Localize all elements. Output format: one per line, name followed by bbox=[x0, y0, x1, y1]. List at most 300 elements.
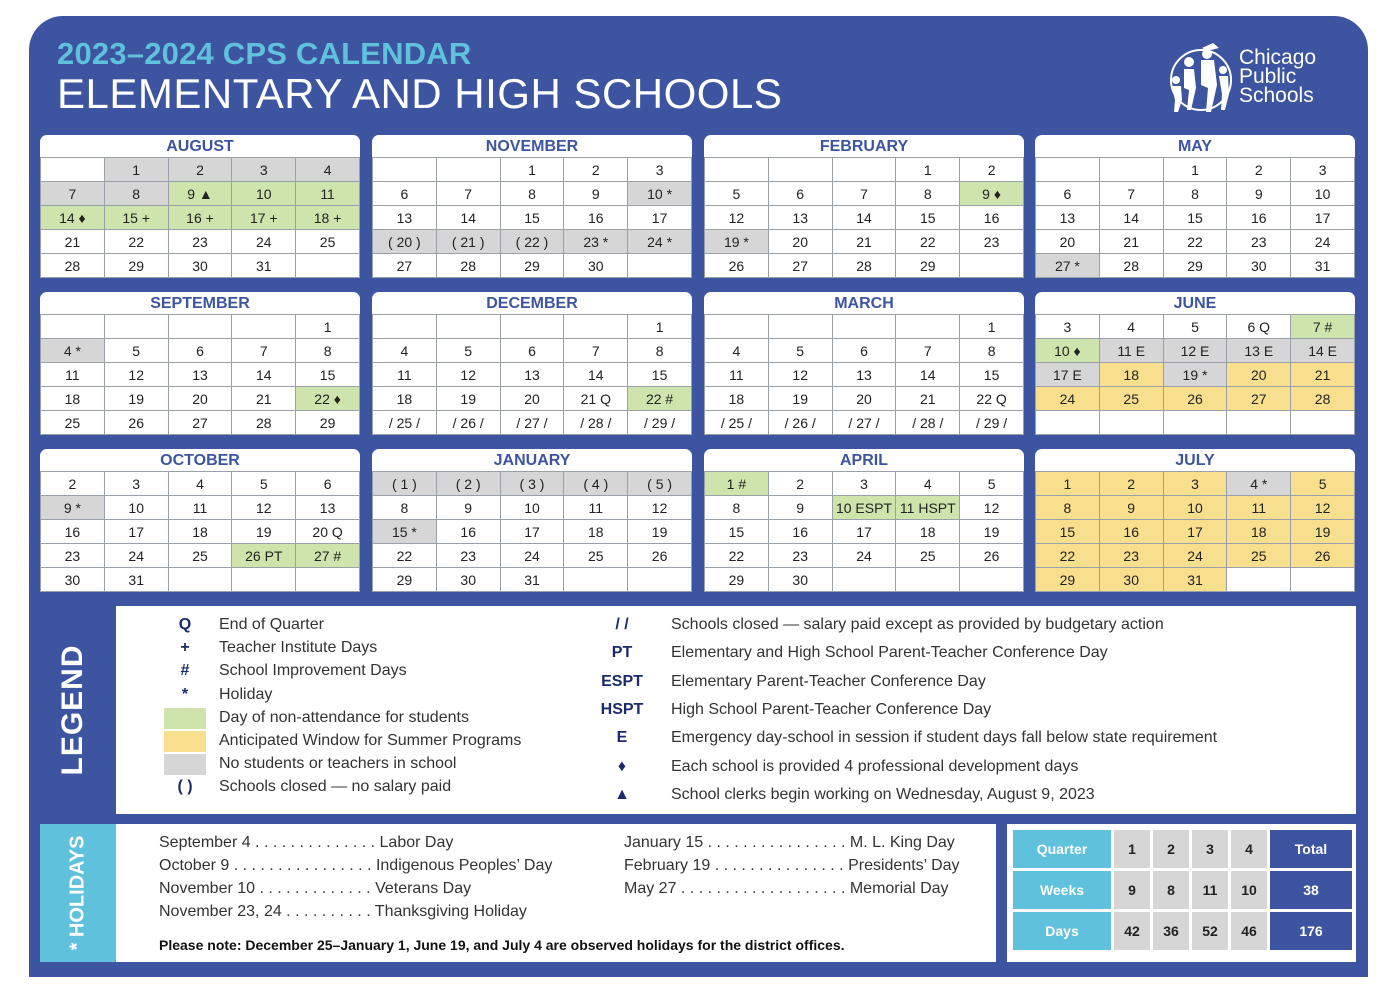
day-cell: 2 bbox=[168, 158, 232, 182]
day-cell bbox=[500, 315, 564, 339]
day-cell bbox=[41, 158, 105, 182]
month-table bbox=[40, 314, 360, 435]
day-cell: 30 bbox=[564, 254, 628, 278]
week-row bbox=[705, 339, 1024, 363]
day-cell: / 28 / bbox=[564, 411, 628, 435]
day-cell: 10 ESPT bbox=[832, 496, 896, 520]
day-cell: 31 bbox=[232, 254, 296, 278]
day-cell: 19 bbox=[232, 520, 296, 544]
legend-text: No students or teachers in school bbox=[219, 755, 457, 773]
day-cell: 11 bbox=[373, 363, 437, 387]
week-row bbox=[705, 363, 1024, 387]
month-table bbox=[1035, 314, 1355, 435]
day-cell: 17 bbox=[832, 520, 896, 544]
day-cell: 1 bbox=[104, 158, 168, 182]
week-row bbox=[373, 158, 692, 182]
month-november bbox=[372, 135, 692, 278]
day-cell bbox=[1291, 568, 1355, 592]
legend-symbol: ♦ bbox=[617, 757, 627, 775]
holidays-side-label bbox=[40, 824, 116, 962]
month-table bbox=[372, 157, 692, 278]
day-cell: 19 bbox=[104, 387, 168, 411]
day-cell: 30 bbox=[1099, 568, 1163, 592]
day-cell bbox=[1227, 411, 1291, 435]
legend-swatch bbox=[164, 754, 206, 775]
legend-symbol: * bbox=[181, 685, 189, 703]
legend-symbol: PT bbox=[611, 644, 633, 662]
day-cell: 31 bbox=[500, 568, 564, 592]
day-cell: 20 bbox=[768, 230, 832, 254]
legend-text: Each school is provided 4 professional development days bbox=[671, 757, 1079, 775]
day-cell: 24 bbox=[232, 230, 296, 254]
week-row bbox=[1036, 158, 1355, 182]
day-cell: / 26 / bbox=[436, 411, 500, 435]
day-cell bbox=[564, 315, 628, 339]
day-cell: 27 * bbox=[1036, 254, 1100, 278]
month-table bbox=[1035, 471, 1355, 592]
quarter-cell: 46 bbox=[1231, 912, 1267, 950]
quarter-cell: 10 bbox=[1231, 871, 1267, 909]
day-cell: 9 bbox=[564, 182, 628, 206]
calendar-year-title: 2023–2024 CPS CALENDAR bbox=[57, 36, 472, 71]
week-row bbox=[1036, 568, 1355, 592]
day-cell: 20 bbox=[168, 387, 232, 411]
day-cell: 9 bbox=[1099, 496, 1163, 520]
week-row bbox=[1036, 387, 1355, 411]
day-cell: 25 bbox=[168, 544, 232, 568]
week-row bbox=[41, 496, 360, 520]
quarter-cell: 38 bbox=[1270, 871, 1352, 909]
day-cell: 31 bbox=[104, 568, 168, 592]
week-row bbox=[41, 411, 360, 435]
day-cell: 9 bbox=[1227, 182, 1291, 206]
day-cell: 29 bbox=[1036, 568, 1100, 592]
day-cell: 25 bbox=[1227, 544, 1291, 568]
day-cell: 26 bbox=[705, 254, 769, 278]
day-cell: 5 bbox=[232, 472, 296, 496]
day-cell: 29 bbox=[296, 411, 360, 435]
day-cell: 20 bbox=[832, 387, 896, 411]
day-cell: 13 bbox=[168, 363, 232, 387]
day-cell: 24 bbox=[1163, 544, 1227, 568]
week-row bbox=[705, 411, 1024, 435]
month-february bbox=[704, 135, 1024, 278]
day-cell bbox=[1099, 158, 1163, 182]
day-cell: 29 bbox=[500, 254, 564, 278]
day-cell: 17 + bbox=[232, 206, 296, 230]
day-cell: 11 bbox=[168, 496, 232, 520]
week-row bbox=[705, 520, 1024, 544]
day-cell: 3 bbox=[628, 158, 692, 182]
week-row bbox=[705, 568, 1024, 592]
week-row bbox=[373, 496, 692, 520]
calendar-main-title: ELEMENTARY AND HIGH SCHOOLS bbox=[57, 70, 783, 117]
day-cell: 19 bbox=[960, 520, 1024, 544]
week-row bbox=[41, 339, 360, 363]
day-cell: 26 PT bbox=[232, 544, 296, 568]
day-cell: 23 bbox=[1227, 230, 1291, 254]
day-cell: 21 bbox=[832, 230, 896, 254]
week-row bbox=[705, 158, 1024, 182]
month-table bbox=[704, 314, 1024, 435]
day-cell: 12 bbox=[1291, 496, 1355, 520]
day-cell: 27 bbox=[1227, 387, 1291, 411]
day-cell: 10 bbox=[232, 182, 296, 206]
day-cell: 15 bbox=[896, 206, 960, 230]
week-row bbox=[41, 315, 360, 339]
week-row bbox=[1036, 544, 1355, 568]
quarter-cell: 9 bbox=[1114, 871, 1150, 909]
legend-text: End of Quarter bbox=[219, 616, 324, 633]
day-cell: 8 bbox=[1036, 496, 1100, 520]
holiday-item: October 9 . . . . . . . . . . . . . . . . Indigenous Peoples’ Day bbox=[159, 857, 553, 874]
day-cell: 7 bbox=[436, 182, 500, 206]
day-cell: 7 bbox=[1099, 182, 1163, 206]
day-cell: 7 # bbox=[1291, 315, 1355, 339]
quarter-cell: 42 bbox=[1114, 912, 1150, 950]
week-row bbox=[1036, 206, 1355, 230]
day-cell: 26 bbox=[1291, 544, 1355, 568]
day-cell: 5 bbox=[104, 339, 168, 363]
legend-symbol: ( ) bbox=[177, 778, 193, 796]
week-row bbox=[41, 544, 360, 568]
day-cell: 27 bbox=[373, 254, 437, 278]
day-cell: 30 bbox=[436, 568, 500, 592]
holiday-item: November 23, 24 . . . . . . . . . . Thanksgiving Holiday bbox=[159, 903, 527, 920]
month-april bbox=[704, 449, 1024, 592]
day-cell bbox=[628, 254, 692, 278]
day-cell: 8 bbox=[705, 496, 769, 520]
day-cell: 18 bbox=[564, 520, 628, 544]
day-cell: 3 bbox=[832, 472, 896, 496]
day-cell: 29 bbox=[373, 568, 437, 592]
legend-symbol: ▲ bbox=[614, 785, 630, 803]
legend-text: Elementary and High School Parent-Teacher Conference Day bbox=[671, 644, 1108, 662]
day-cell: 24 bbox=[832, 544, 896, 568]
month-may bbox=[1035, 135, 1355, 278]
holiday-item: November 10 . . . . . . . . . . . . . Veterans Day bbox=[159, 880, 472, 897]
month-name: JANUARY bbox=[493, 452, 571, 469]
week-row bbox=[373, 411, 692, 435]
quarter-cell: 8 bbox=[1153, 871, 1189, 909]
legend-symbol: # bbox=[180, 662, 190, 680]
day-cell bbox=[436, 315, 500, 339]
month-name: JULY bbox=[1175, 452, 1215, 469]
day-cell: 21 bbox=[896, 387, 960, 411]
day-cell: 14 E bbox=[1291, 339, 1355, 363]
day-cell bbox=[960, 254, 1024, 278]
week-row bbox=[1036, 254, 1355, 278]
day-cell: 17 bbox=[628, 206, 692, 230]
day-cell: / 25 / bbox=[373, 411, 437, 435]
week-row bbox=[705, 230, 1024, 254]
day-cell: 4 bbox=[705, 339, 769, 363]
day-cell bbox=[1163, 411, 1227, 435]
week-row bbox=[373, 520, 692, 544]
quarter-cell: Total bbox=[1270, 830, 1352, 868]
day-cell bbox=[705, 315, 769, 339]
day-cell: 13 bbox=[1036, 206, 1100, 230]
day-cell: 24 bbox=[1291, 230, 1355, 254]
month-table bbox=[40, 157, 360, 278]
day-cell: 12 E bbox=[1163, 339, 1227, 363]
day-cell: 31 bbox=[1291, 254, 1355, 278]
day-cell: 21 bbox=[232, 387, 296, 411]
legend-text: Holiday bbox=[219, 685, 273, 703]
day-cell: 16 bbox=[1099, 520, 1163, 544]
day-cell: ( 20 ) bbox=[373, 230, 437, 254]
month-table bbox=[40, 471, 360, 592]
day-cell: 8 bbox=[373, 496, 437, 520]
quarter-summary bbox=[1007, 824, 1356, 962]
week-row bbox=[373, 387, 692, 411]
month-december bbox=[372, 292, 692, 435]
month-name: APRIL bbox=[840, 452, 888, 469]
holiday-item: February 19 . . . . . . . . . . . . . . . Presidents’ Day bbox=[624, 857, 960, 874]
day-cell bbox=[296, 254, 360, 278]
day-cell: 17 bbox=[500, 520, 564, 544]
day-cell: ( 22 ) bbox=[500, 230, 564, 254]
legend-symbol: + bbox=[180, 639, 190, 657]
day-cell: 6 bbox=[500, 339, 564, 363]
day-cell: 27 bbox=[768, 254, 832, 278]
legend-swatch bbox=[164, 708, 206, 729]
day-cell bbox=[41, 315, 105, 339]
day-cell: 18 bbox=[373, 387, 437, 411]
day-cell: 23 bbox=[168, 230, 232, 254]
day-cell: 15 bbox=[1036, 520, 1100, 544]
day-cell: 3 bbox=[104, 472, 168, 496]
day-cell: 1 bbox=[296, 315, 360, 339]
day-cell: 16 bbox=[564, 206, 628, 230]
week-row bbox=[373, 254, 692, 278]
logo-line-public: Public bbox=[1239, 65, 1297, 88]
day-cell: 15 bbox=[960, 363, 1024, 387]
holidays-note: Please note: December 25–January 1, June 19, and July 4 are observed holidays for the district offices. bbox=[159, 937, 845, 953]
day-cell: 5 bbox=[705, 182, 769, 206]
logo-wordmark bbox=[1239, 48, 1316, 105]
legend-symbol: Q bbox=[178, 616, 192, 633]
day-cell: 9 ♦ bbox=[960, 182, 1024, 206]
legend-symbol: HSPT bbox=[600, 700, 644, 718]
legend-side-label bbox=[29, 606, 116, 814]
day-cell: 14 bbox=[436, 206, 500, 230]
day-cell: 9 ▲ bbox=[168, 182, 232, 206]
day-cell: 6 bbox=[373, 182, 437, 206]
day-cell: 16 bbox=[768, 520, 832, 544]
week-row bbox=[41, 472, 360, 496]
day-cell: 2 bbox=[564, 158, 628, 182]
quarter-cell: Quarter bbox=[1013, 830, 1111, 868]
quarter-cell: 3 bbox=[1192, 830, 1228, 868]
day-cell: 16 bbox=[41, 520, 105, 544]
day-cell: 18 bbox=[705, 387, 769, 411]
month-table bbox=[704, 157, 1024, 278]
day-cell: 25 bbox=[296, 230, 360, 254]
day-cell: 29 bbox=[705, 568, 769, 592]
day-cell: 4 bbox=[373, 339, 437, 363]
month-name: FEBRUARY bbox=[819, 138, 909, 155]
day-cell: 2 bbox=[768, 472, 832, 496]
day-cell: 4 bbox=[168, 472, 232, 496]
day-cell: 11 bbox=[296, 182, 360, 206]
day-cell: 30 bbox=[168, 254, 232, 278]
day-cell: 19 * bbox=[705, 230, 769, 254]
day-cell: 11 bbox=[564, 496, 628, 520]
day-cell: 5 bbox=[1163, 315, 1227, 339]
day-cell: 28 bbox=[832, 254, 896, 278]
day-cell: 22 Q bbox=[960, 387, 1024, 411]
day-cell: 12 bbox=[768, 363, 832, 387]
day-cell: 19 bbox=[1291, 520, 1355, 544]
day-cell: 22 bbox=[1036, 544, 1100, 568]
day-cell bbox=[768, 315, 832, 339]
day-cell: 22 bbox=[1163, 230, 1227, 254]
day-cell: ( 5 ) bbox=[628, 472, 692, 496]
day-cell: 22 bbox=[705, 544, 769, 568]
week-row bbox=[373, 472, 692, 496]
day-cell: 27 bbox=[168, 411, 232, 435]
day-cell: 25 bbox=[41, 411, 105, 435]
legend-text: Anticipated Window for Summer Programs bbox=[219, 732, 522, 749]
holiday-item: January 15 . . . . . . . . . . . . . . . . M. L. King Day bbox=[624, 834, 955, 851]
day-cell bbox=[705, 158, 769, 182]
legend-symbol: ESPT bbox=[601, 672, 643, 690]
quarter-cell: Days bbox=[1013, 912, 1111, 950]
day-cell: ( 4 ) bbox=[564, 472, 628, 496]
legend-swatch bbox=[164, 731, 206, 752]
day-cell: 26 bbox=[960, 544, 1024, 568]
day-cell: 30 bbox=[768, 568, 832, 592]
day-cell bbox=[373, 158, 437, 182]
day-cell: 16 + bbox=[168, 206, 232, 230]
day-cell bbox=[1036, 411, 1100, 435]
day-cell: 22 bbox=[373, 544, 437, 568]
month-name: NOVEMBER bbox=[485, 138, 579, 155]
day-cell: ( 1 ) bbox=[373, 472, 437, 496]
day-cell: 5 bbox=[960, 472, 1024, 496]
day-cell: 4 bbox=[1099, 315, 1163, 339]
day-cell bbox=[1291, 411, 1355, 435]
week-row bbox=[41, 182, 360, 206]
day-cell: 28 bbox=[1291, 387, 1355, 411]
day-cell: 29 bbox=[104, 254, 168, 278]
day-cell bbox=[832, 568, 896, 592]
quarter-cell: 2 bbox=[1153, 830, 1189, 868]
week-row bbox=[1036, 520, 1355, 544]
day-cell bbox=[232, 315, 296, 339]
day-cell: 18 + bbox=[296, 206, 360, 230]
day-cell: ( 2 ) bbox=[436, 472, 500, 496]
day-cell bbox=[1227, 568, 1291, 592]
day-cell bbox=[1099, 411, 1163, 435]
day-cell: 1 bbox=[896, 158, 960, 182]
week-row bbox=[41, 206, 360, 230]
week-row bbox=[373, 339, 692, 363]
day-cell: 6 bbox=[168, 339, 232, 363]
day-cell: 12 bbox=[960, 496, 1024, 520]
day-cell bbox=[628, 568, 692, 592]
week-row bbox=[373, 182, 692, 206]
day-cell: 1 bbox=[500, 158, 564, 182]
week-row bbox=[373, 363, 692, 387]
day-cell: 13 bbox=[296, 496, 360, 520]
day-cell: 21 bbox=[1291, 363, 1355, 387]
quarter-weeks-row bbox=[1013, 871, 1352, 909]
week-row bbox=[41, 158, 360, 182]
day-cell: 7 bbox=[564, 339, 628, 363]
week-row bbox=[705, 206, 1024, 230]
legend-text: Day of non-attendance for students bbox=[219, 708, 469, 726]
day-cell: 1 bbox=[628, 315, 692, 339]
day-cell: 24 bbox=[1036, 387, 1100, 411]
month-table bbox=[704, 471, 1024, 592]
day-cell: 8 bbox=[896, 182, 960, 206]
day-cell: 2 bbox=[1099, 472, 1163, 496]
day-cell: ( 21 ) bbox=[436, 230, 500, 254]
month-name: DECEMBER bbox=[486, 295, 578, 312]
day-cell: 14 bbox=[1099, 206, 1163, 230]
day-cell: 27 # bbox=[296, 544, 360, 568]
week-row bbox=[705, 315, 1024, 339]
day-cell: 16 bbox=[1227, 206, 1291, 230]
quarter-cell: 176 bbox=[1270, 912, 1352, 950]
day-cell: 14 ♦ bbox=[41, 206, 105, 230]
quarter-days-row bbox=[1013, 912, 1352, 950]
day-cell: / 27 / bbox=[832, 411, 896, 435]
day-cell: 15 bbox=[296, 363, 360, 387]
day-cell: 18 bbox=[1227, 520, 1291, 544]
week-row bbox=[1036, 182, 1355, 206]
quarter-cell: Weeks bbox=[1013, 871, 1111, 909]
day-cell: 22 bbox=[896, 230, 960, 254]
day-cell: 12 bbox=[232, 496, 296, 520]
month-january bbox=[372, 449, 692, 592]
day-cell: 19 * bbox=[1163, 363, 1227, 387]
month-name: SEPTEMBER bbox=[150, 295, 250, 312]
day-cell: 3 bbox=[232, 158, 296, 182]
day-cell: 19 bbox=[436, 387, 500, 411]
holiday-item: September 4 . . . . . . . . . . . . . . Labor Day bbox=[159, 834, 454, 851]
week-row bbox=[705, 496, 1024, 520]
day-cell: 1 # bbox=[705, 472, 769, 496]
month-table bbox=[372, 471, 692, 592]
day-cell: 6 bbox=[1036, 182, 1100, 206]
week-row bbox=[1036, 472, 1355, 496]
day-cell: 16 bbox=[436, 520, 500, 544]
day-cell: 20 Q bbox=[296, 520, 360, 544]
day-cell: 22 bbox=[104, 230, 168, 254]
month-august bbox=[40, 135, 360, 278]
day-cell: 3 bbox=[1036, 315, 1100, 339]
day-cell: 31 bbox=[1163, 568, 1227, 592]
day-cell: 17 E bbox=[1036, 363, 1100, 387]
day-cell: / 25 / bbox=[705, 411, 769, 435]
day-cell bbox=[168, 315, 232, 339]
day-cell: 20 bbox=[1036, 230, 1100, 254]
holidays-panel bbox=[116, 824, 996, 962]
month-name: OCTOBER bbox=[160, 452, 240, 469]
day-cell: 13 E bbox=[1227, 339, 1291, 363]
day-cell: 13 bbox=[832, 363, 896, 387]
day-cell: 22 # bbox=[628, 387, 692, 411]
day-cell: 2 bbox=[41, 472, 105, 496]
day-cell bbox=[436, 158, 500, 182]
day-cell: 14 bbox=[832, 206, 896, 230]
day-cell: 17 bbox=[1163, 520, 1227, 544]
day-cell: 12 bbox=[628, 496, 692, 520]
day-cell: 5 bbox=[436, 339, 500, 363]
